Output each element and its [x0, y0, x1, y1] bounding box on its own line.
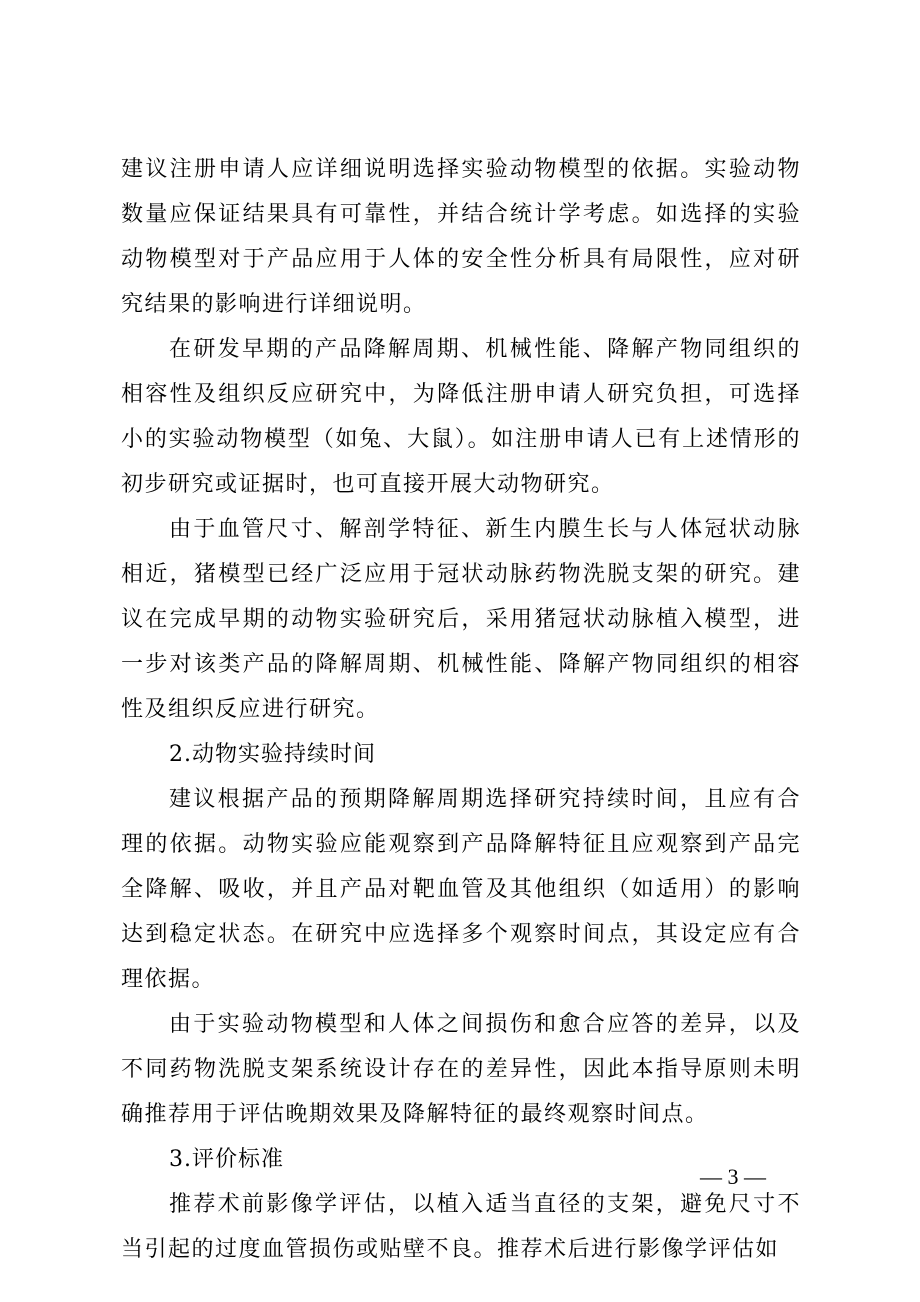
paragraph-small-animal-model: 在研发早期的产品降解周期、机械性能、降解产物同组织的相容性及组织反应研究中，为降低注册申请人研究负担，可选择小的实验动物模型（如兔、大鼠）。如注册申请人已有上述情形的初步研究或证据时，也可直接开展大动物研究。 [121, 337, 801, 497]
paragraph-observation-timepoint: 由于实验动物模型和人体之间损伤和愈合应答的差异，以及不同药物洗脱支架系统设计存在的差异性，因此本指导原则未明确推荐用于评估晚期效果及降解特征的最终观察时间点。 [121, 1012, 801, 1127]
paragraph-imaging-evaluation: 推荐术前影像学评估，以植入适当直径的支架，避免尺寸不当引起的过度血管损伤或贴壁不良。推荐术后进行影像学评估如 [121, 1192, 801, 1262]
section-heading-criteria: 3.评价标准 [169, 1147, 284, 1172]
body-text [121, 147, 801, 1272]
paragraph-porcine-model: 由于血管尺寸、解剖学特征、新生内膜生长与人体冠状动脉相近，猪模型已经广泛应用于冠状动脉药物洗脱支架的研究。建议在完成早期的动物实验研究后，采用猪冠状动脉植入模型，进一步对该类产品的降解周期、机械性能、降解产物同组织的相容性及组织反应进行研究。 [121, 517, 801, 722]
paragraph-study-duration: 建议根据产品的预期降解周期选择研究持续时间，且应有合理的依据。动物实验应能观察到产品降解特征且应观察到产品完全降解、吸收，并且产品对靶血管及其他组织（如适用）的影响达到稳定状态。在研究中应选择多个观察时间点，其设定应有合理依据。 [121, 787, 801, 992]
section-heading-duration: 2.动物实验持续时间 [169, 742, 376, 767]
paragraph-animal-model-basis: 建议注册申请人应详细说明选择实验动物模型的依据。实验动物数量应保证结果具有可靠性，并结合统计学考虑。如选择的实验动物模型对于产品应用于人体的安全性分析具有局限性，应对研究结果的影响进行详细说明。 [121, 157, 801, 317]
page-number: — 3 — [700, 1164, 766, 1189]
